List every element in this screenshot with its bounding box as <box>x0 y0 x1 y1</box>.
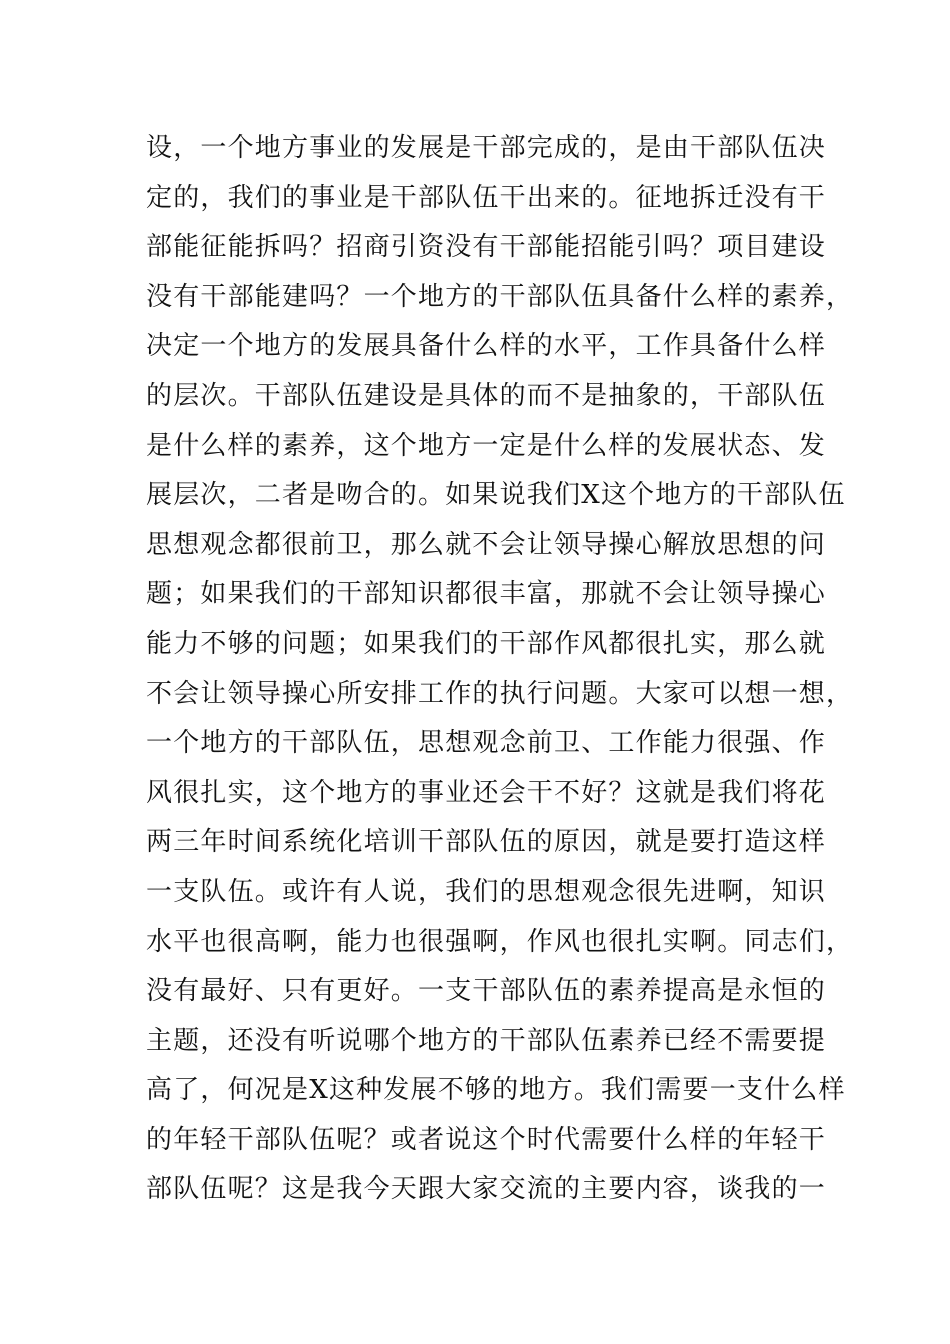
text-line: 一支队伍。或许有人说，我们的思想观念很先进啊，知识 <box>146 876 827 907</box>
text-line: 是什么样的素养，这个地方一定是什么样的发展状态、发 <box>146 430 827 461</box>
text-line: 一个地方的干部队伍，思想观念前卫、工作能力很强、作 <box>146 728 827 759</box>
text-line: 两三年时间系统化培训干部队伍的原因，就是要打造这样 <box>146 827 827 858</box>
text-line: 能力不够的问题；如果我们的干部作风都很扎实，那么就 <box>146 628 827 659</box>
text-line: 水平也很高啊，能力也很强啊，作风也很扎实啊。同志们， <box>146 926 854 957</box>
text-line: 高了，何况是X这种发展不够的地方。我们需要一支什么样 <box>146 1075 846 1106</box>
text-line: 展层次，二者是吻合的。如果说我们X这个地方的干部队伍 <box>146 480 846 511</box>
text-line: 的层次。干部队伍建设是具体的而不是抽象的，干部队伍 <box>146 380 827 411</box>
text-line: 没有干部能建吗？一个地方的干部队伍具备什么样的素养， <box>146 281 854 312</box>
text-line: 没有最好、只有更好。一支干部队伍的素养提高是永恒的 <box>146 976 827 1007</box>
text-line: 思想观念都很前卫，那么就不会让领导操心解放思想的问 <box>146 529 827 560</box>
text-line: 的年轻干部队伍呢？或者说这个时代需要什么样的年轻干 <box>146 1124 827 1155</box>
text-line: 部队伍呢？这是我今天跟大家交流的主要内容，谈我的一 <box>146 1174 827 1205</box>
body-text <box>146 124 854 1215</box>
text-line: 题；如果我们的干部知识都很丰富，那就不会让领导操心 <box>146 579 827 610</box>
text-line: 决定一个地方的发展具备什么样的水平，工作具备什么样 <box>146 331 827 362</box>
text-line: 定的，我们的事业是干部队伍干出来的。征地拆迁没有干 <box>146 182 827 213</box>
text-line: 部能征能拆吗？招商引资没有干部能招能引吗？项目建设 <box>146 232 827 263</box>
text-line: 不会让领导操心所安排工作的执行问题。大家可以想一想， <box>146 678 854 709</box>
text-line: 主题，还没有听说哪个地方的干部队伍素养已经不需要提 <box>146 1025 827 1056</box>
text-line: 设，一个地方事业的发展是干部完成的，是由干部队伍决 <box>146 133 827 163</box>
text-line: 风很扎实，这个地方的事业还会干不好？这就是我们将花 <box>146 777 827 808</box>
